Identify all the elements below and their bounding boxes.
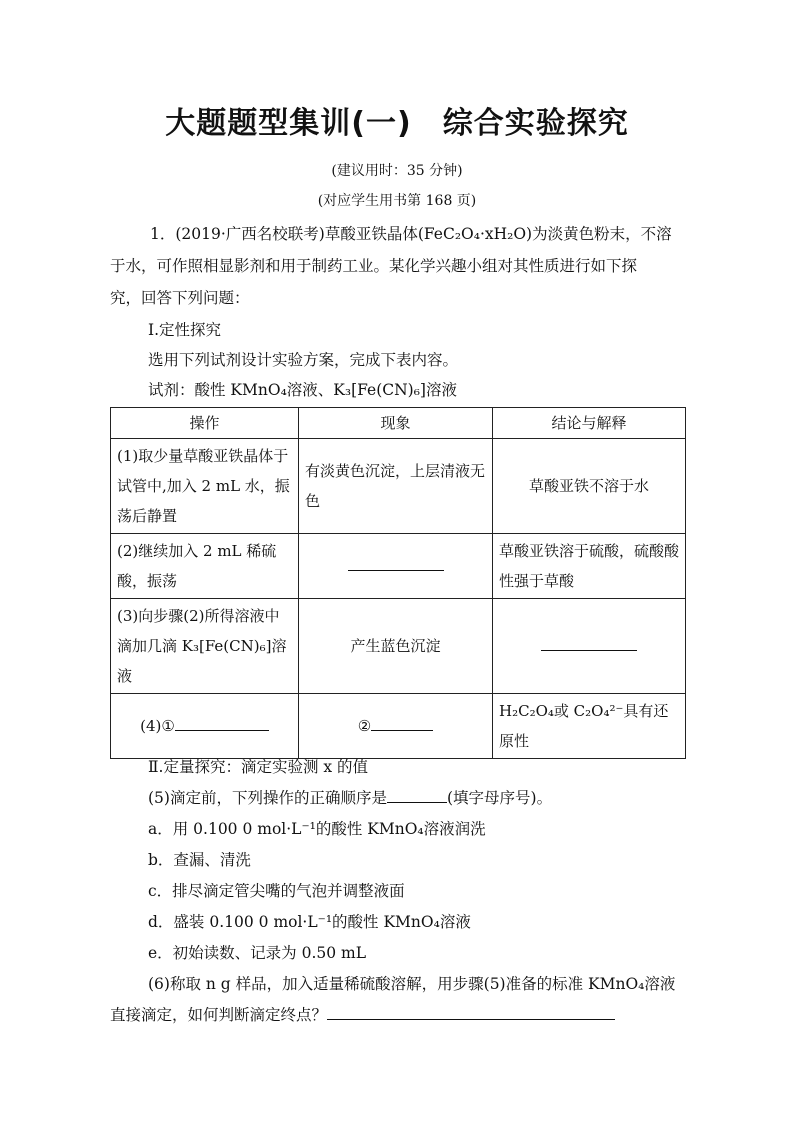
option-e: e．初始读数、记录为 0.50 mL [148, 944, 367, 962]
row4-operation [111, 694, 299, 759]
header-phenomenon: 现象 [299, 408, 493, 439]
row3-phenomenon: 产生蓝色沉淀 [299, 599, 493, 694]
row4-phenomenon-label: ② [357, 717, 372, 735]
experiment-table [110, 407, 686, 759]
reagents-line: 试剂：酸性 KMnO₄溶液、K₃[Fe(CN)₆]溶液 [148, 381, 457, 399]
option-c: c．排尽滴定管尖嘴的气泡并调整液面 [148, 882, 405, 900]
time-note: (建议用时：35 分钟) [331, 163, 463, 179]
table-row [111, 534, 686, 599]
question-5 [148, 786, 728, 808]
table-row [111, 439, 686, 534]
row4-phenomenon [299, 694, 493, 759]
section1-instruction: 选用下列试剂设计实验方案，完成下表内容。 [148, 351, 459, 369]
option-b: b．查漏、清洗 [148, 851, 251, 869]
row2-conclusion: 草酸亚铁溶于硫酸，硫酸酸性强于草酸 [493, 534, 686, 599]
row4-conclusion: H₂C₂O₄或 C₂O₄²⁻具有还原性 [493, 694, 686, 759]
row1-operation: (1)取少量草酸亚铁晶体于试管中,加入 2 mL 水，振荡后静置 [111, 439, 299, 534]
row3-conclusion-blank[interactable] [493, 599, 686, 694]
table-row [111, 694, 686, 759]
question-5-tail: (填字母序号)。 [446, 789, 553, 807]
question-5-text: (5)滴定前，下列操作的正确顺序是 [148, 789, 387, 807]
row1-conclusion: 草酸亚铁不溶于水 [493, 439, 686, 534]
row3-operation: (3)向步骤(2)所得溶液中滴加几滴 K₃[Fe(CN)₆]溶液 [111, 599, 299, 694]
option-d: d．盛装 0.100 0 mol·L⁻¹的酸性 KMnO₄溶液 [148, 913, 471, 931]
intro-line-1: 1．(2019·广西名校联考)草酸亚铁晶体(FeC₂O₄·xH₂O)为淡黄色粉末，不溶 [150, 225, 672, 243]
book-reference: (对应学生用书第 168 页) [317, 193, 477, 209]
intro-line-2: 于水，可作照相显影剂和用于制药工业。某化学兴趣小组对其性质进行如下探 [110, 257, 638, 275]
intro-line-3: 究，回答下列问题： [110, 289, 250, 307]
section2-heading: Ⅱ.定量探究：滴定实验测 x 的值 [148, 758, 369, 776]
row4-phenomenon-blank[interactable] [371, 716, 433, 731]
section1-heading: Ⅰ.定性探究 [148, 321, 222, 339]
table-row [111, 599, 686, 694]
header-operation: 操作 [111, 408, 299, 439]
page-title: 大题题型集训(一) 综合实验探究 [165, 106, 629, 141]
row2-phenomenon-blank[interactable] [299, 534, 493, 599]
question-6-text: 直接滴定，如何判断滴定终点？ [110, 1006, 328, 1024]
option-a: a．用 0.100 0 mol·L⁻¹的酸性 KMnO₄溶液润洗 [148, 820, 486, 838]
question-6-blank[interactable] [327, 1005, 615, 1020]
question-6-line-1: (6)称取 n g 样品，加入适量稀硫酸溶解，用步骤(5)准备的标准 KMnO₄溶液 [148, 975, 676, 993]
question-6-line-2 [110, 1003, 690, 1025]
row4-operation-blank[interactable] [175, 716, 269, 731]
row4-operation-label: (4)① [140, 717, 175, 735]
row1-phenomenon: 有淡黄色沉淀，上层清液无色 [299, 439, 493, 534]
table-header-row [111, 408, 686, 439]
header-conclusion: 结论与解释 [493, 408, 686, 439]
row2-operation: (2)继续加入 2 mL 稀硫酸，振荡 [111, 534, 299, 599]
question-5-blank[interactable] [387, 788, 447, 803]
